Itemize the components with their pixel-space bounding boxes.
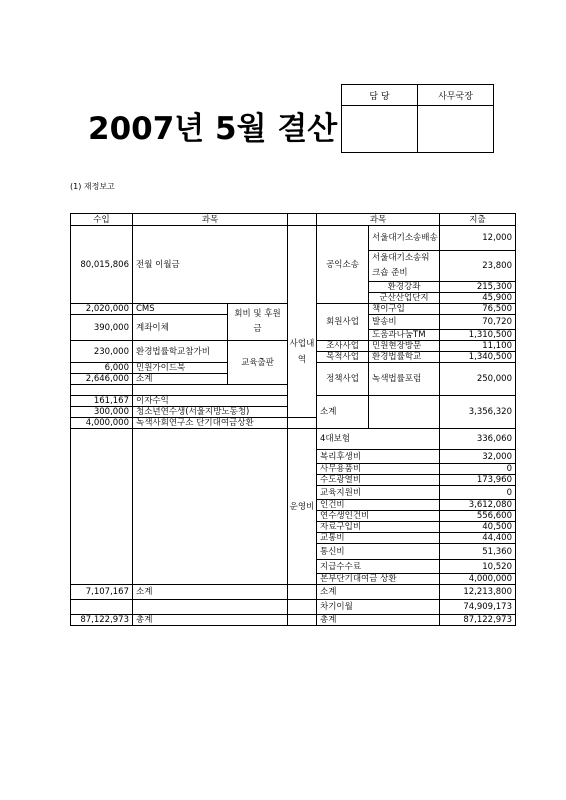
expense-amount: 1,340,500 [440,352,516,363]
income-item [133,385,288,396]
income-amount: 6,000 [71,363,133,374]
operations-item: 복리후생비 [317,450,440,464]
header-expense: 지출 [440,214,516,226]
expense-amount: 215,300 [440,282,516,293]
income-total-label: 총계 [133,615,288,626]
expense-amount: 250,000 [440,363,516,396]
income-amount: 300,000 [71,407,133,418]
operations-amount: 556,600 [440,511,516,522]
income-subtotal-label: 소계 [133,585,288,600]
operations-item: 교육지원비 [317,486,440,500]
expense-item: 서울대기소송배송 [369,226,440,251]
table-row [71,226,516,251]
income-amount: 2,646,000 [71,374,133,385]
blank-cell [133,600,288,615]
section-heading: (1) 재정보고 [70,182,115,191]
business-label: 사업내역 [288,226,317,418]
expense-item: 환경법률학교 [369,352,440,363]
operations-item: 교통비 [317,533,440,544]
carry-amount: 74,909,173 [440,600,516,615]
expense-item: 환경강좌 [369,282,440,293]
approval-col-director: 사무국장 [418,85,494,106]
operations-item: 본부단기대여금 상환 [317,574,440,585]
income-amount [71,385,133,396]
expense-amount: 70,720 [440,315,516,330]
expense-amount: 23,800 [440,251,516,282]
operations-amount: 10,520 [440,560,516,574]
expense-amount: 76,500 [440,304,516,315]
income-item: 소계 [133,374,228,385]
expense-item: 도움과나눔TM [369,330,440,341]
page-title: 2007년 5월 결산 [88,111,338,147]
operations-amount: 336,060 [440,429,516,450]
expense-item: 녹색법률포럼 [369,363,440,396]
blank-cell [288,615,317,626]
blank-cell [288,585,317,600]
blank-cell [288,600,317,615]
operations-item: 인건비 [317,500,440,511]
expense-item [369,396,440,429]
expense-category: 정책사업 [317,363,369,396]
operations-amount: 4,000,000 [440,574,516,585]
operations-label: 운영비 [288,429,317,585]
header-item-2: 과목 [317,214,440,226]
expense-subtotal: 12,213,800 [440,585,516,600]
income-item: CMS [133,304,228,315]
operations-item: 수도광열비 [317,475,440,486]
income-item: 환경법률학교참가비 [133,341,228,363]
income-item: 전월 이월금 [133,226,288,304]
carry-label: 차기이월 [317,600,440,615]
expense-category: 목적사업 [317,352,369,363]
income-item: 민원가이드북 [133,363,228,374]
income-amount: 80,015,806 [71,226,133,304]
expense-category: 공익소송 [317,226,369,304]
operations-amount: 0 [440,464,516,475]
approval-sign-manager [342,106,418,153]
expense-amount: 11,100 [440,341,516,352]
operations-amount: 32,000 [440,450,516,464]
expense-total: 87,122,973 [440,615,516,626]
operations-item: 통신비 [317,544,440,560]
header-item: 과목 [133,214,288,226]
approval-sign-director [418,106,494,153]
income-item: 이자수익 [133,396,288,407]
income-subtotal: 7,107,167 [71,585,133,600]
expense-amount: 3,356,320 [440,396,516,429]
expense-amount: 12,000 [440,226,516,251]
header-income: 수입 [71,214,133,226]
income-total: 87,122,973 [71,615,133,626]
income-group: 회비 및 후원금 [228,304,288,341]
table-header-row [71,214,516,226]
total-row [71,615,516,626]
subtotal-row [71,585,516,600]
expense-item: 군산산업단지 [369,293,440,304]
expense-total-label: 총계 [317,615,440,626]
operations-item: 연수생인건비 [317,511,440,522]
expense-amount: 45,900 [440,293,516,304]
operations-amount: 3,612,080 [440,500,516,511]
expense-subtotal-label: 소계 [317,585,440,600]
expense-item: 민원현장방문 [369,341,440,352]
operations-item: 사무용품비 [317,464,440,475]
expense-amount: 1,310,500 [440,330,516,341]
income-item: 녹색사회연구소 단기대여금상환 [133,418,288,429]
operations-item: 자료구입비 [317,522,440,533]
operations-amount: 51,360 [440,544,516,560]
operations-amount: 40,500 [440,522,516,533]
expense-category: 조사사업 [317,341,369,352]
income-amount: 230,000 [71,341,133,363]
operations-item: 4대보험 [317,429,440,450]
income-amount: 390,000 [71,315,133,341]
carry-row [71,600,516,615]
operations-amount: 44,400 [440,533,516,544]
blank-cell [71,600,133,615]
income-blank [71,429,133,585]
income-amount: 2,020,000 [71,304,133,315]
settlement-table [70,213,516,626]
approval-col-manager: 담 당 [342,85,418,106]
income-item: 청소년연수생(서울지방노동청) [133,407,288,418]
operations-amount: 0 [440,486,516,500]
header-blank [288,214,317,226]
approval-box [341,84,494,153]
operations-amount: 173,960 [440,475,516,486]
expense-category: 회원사업 [317,304,369,341]
expense-item: 서울대기소송워크숍 준비 [369,251,440,282]
operations-row [71,429,516,450]
income-item: 계좌이체 [133,315,228,341]
income-blank [133,429,288,585]
expense-category: 소계 [317,396,369,429]
operations-item: 지급수수료 [317,560,440,574]
expense-item: 발송비 [369,315,440,330]
income-group: 교육출판 [228,341,288,385]
income-amount: 161,167 [71,396,133,407]
income-amount: 4,000,000 [71,418,133,429]
expense-item: 책이구입 [369,304,440,315]
